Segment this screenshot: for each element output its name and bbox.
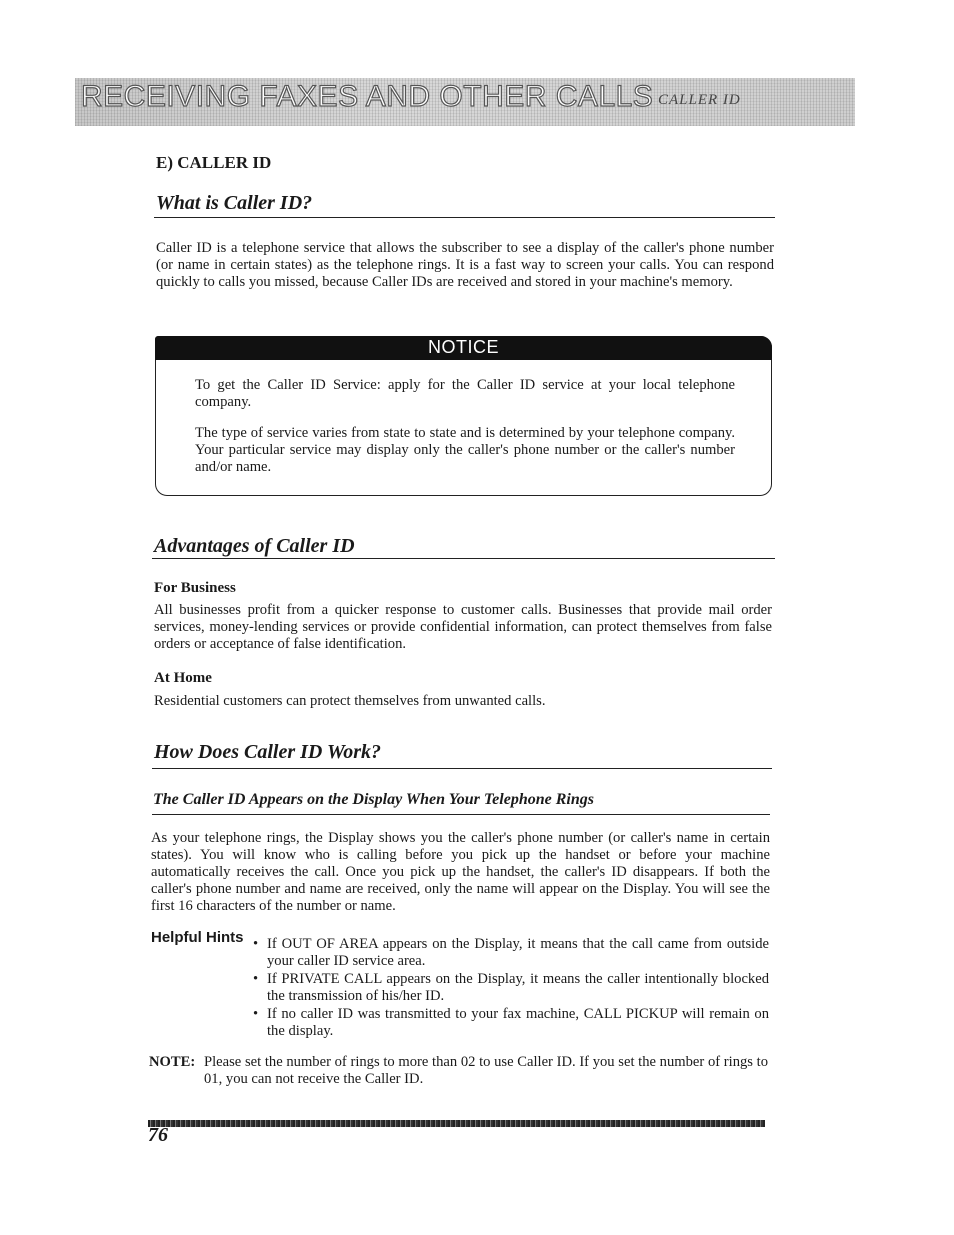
heading-rule (154, 217, 775, 218)
heading-rule (152, 558, 775, 559)
subheading-rule (152, 814, 770, 815)
page-number: 76 (148, 1124, 168, 1146)
chapter-title: RECEIVING FAXES AND OTHER CALLS (81, 80, 654, 113)
hint-item: • If PRIVATE CALL appears on the Display, it means the caller intentionally blocked the transmission of his/her ID. (253, 971, 769, 1005)
notice-title: NOTICE (427, 337, 499, 357)
subheading-display: The Caller ID Appears on the Display When Your Telephone Rings (153, 791, 594, 808)
how-works-paragraph: As your telephone rings, the Display shows you the caller's phone number (or caller's name in certain states). You will know who is calling before you pick up the handset or before your machine automatically receives the call. Once you pick up the handset, the caller's ID disappears. If both the caller's phone number and name are received, only the name will appear on the Display. You will see the first 16 characters of the number or name. (151, 830, 770, 914)
header-banner (75, 78, 855, 126)
what-is-paragraph: Caller ID is a telephone service that allows the subscriber to see a display of the caller's phone number (or name in certain states) as the telephone rings. It is a fast way to screen your calls. You can respond quickly to calls you missed, because Caller IDs are received and stored in your machine's memory. (156, 240, 774, 290)
notice-title-bar (155, 336, 772, 360)
footer-bar (148, 1120, 765, 1127)
at-home-label: At Home (154, 670, 212, 686)
section-label: E) CALLER ID (156, 153, 272, 172)
for-business-paragraph: All businesses profit from a quicker response to customer calls. Businesses that provide mail order services, money-lending services or provide confidential information, can protect themselves from false orders or acceptance of false identification. (154, 602, 772, 652)
notice-paragraph-1: To get the Caller ID Service: apply for the Caller ID service at your local telephone company. (195, 377, 735, 410)
helpful-hints-list (253, 936, 769, 1041)
at-home-paragraph: Residential customers can protect themselves from unwanted calls. (154, 693, 546, 709)
helpful-hints-label: Helpful Hints (151, 929, 244, 946)
heading-advantages: Advantages of Caller ID (154, 535, 355, 557)
hint-item: • If no caller ID was transmitted to your fax machine, CALL PICKUP will remain on the display. (253, 1006, 769, 1040)
chapter-subtitle: CALLER ID (658, 92, 741, 108)
heading-how-works: How Does Caller ID Work? (154, 741, 382, 763)
heading-what-is-caller-id: What is Caller ID? (156, 192, 313, 214)
note-paragraph: Please set the number of rings to more than 02 to use Caller ID. If you set the number of rings to 01, you can not receive the Caller ID. (204, 1054, 768, 1087)
hint-item: • If OUT OF AREA appears on the Display, it means that the call came from outside your caller ID service area. (253, 936, 769, 970)
notice-box (155, 336, 772, 496)
heading-rule (152, 768, 772, 769)
notice-paragraph-2: The type of service varies from state to state and is determined by your telephone company. Your particular service may display only the caller's phone number or the caller's number and/or name. (195, 425, 735, 475)
note-label: NOTE: (149, 1054, 196, 1070)
for-business-label: For Business (154, 580, 236, 596)
